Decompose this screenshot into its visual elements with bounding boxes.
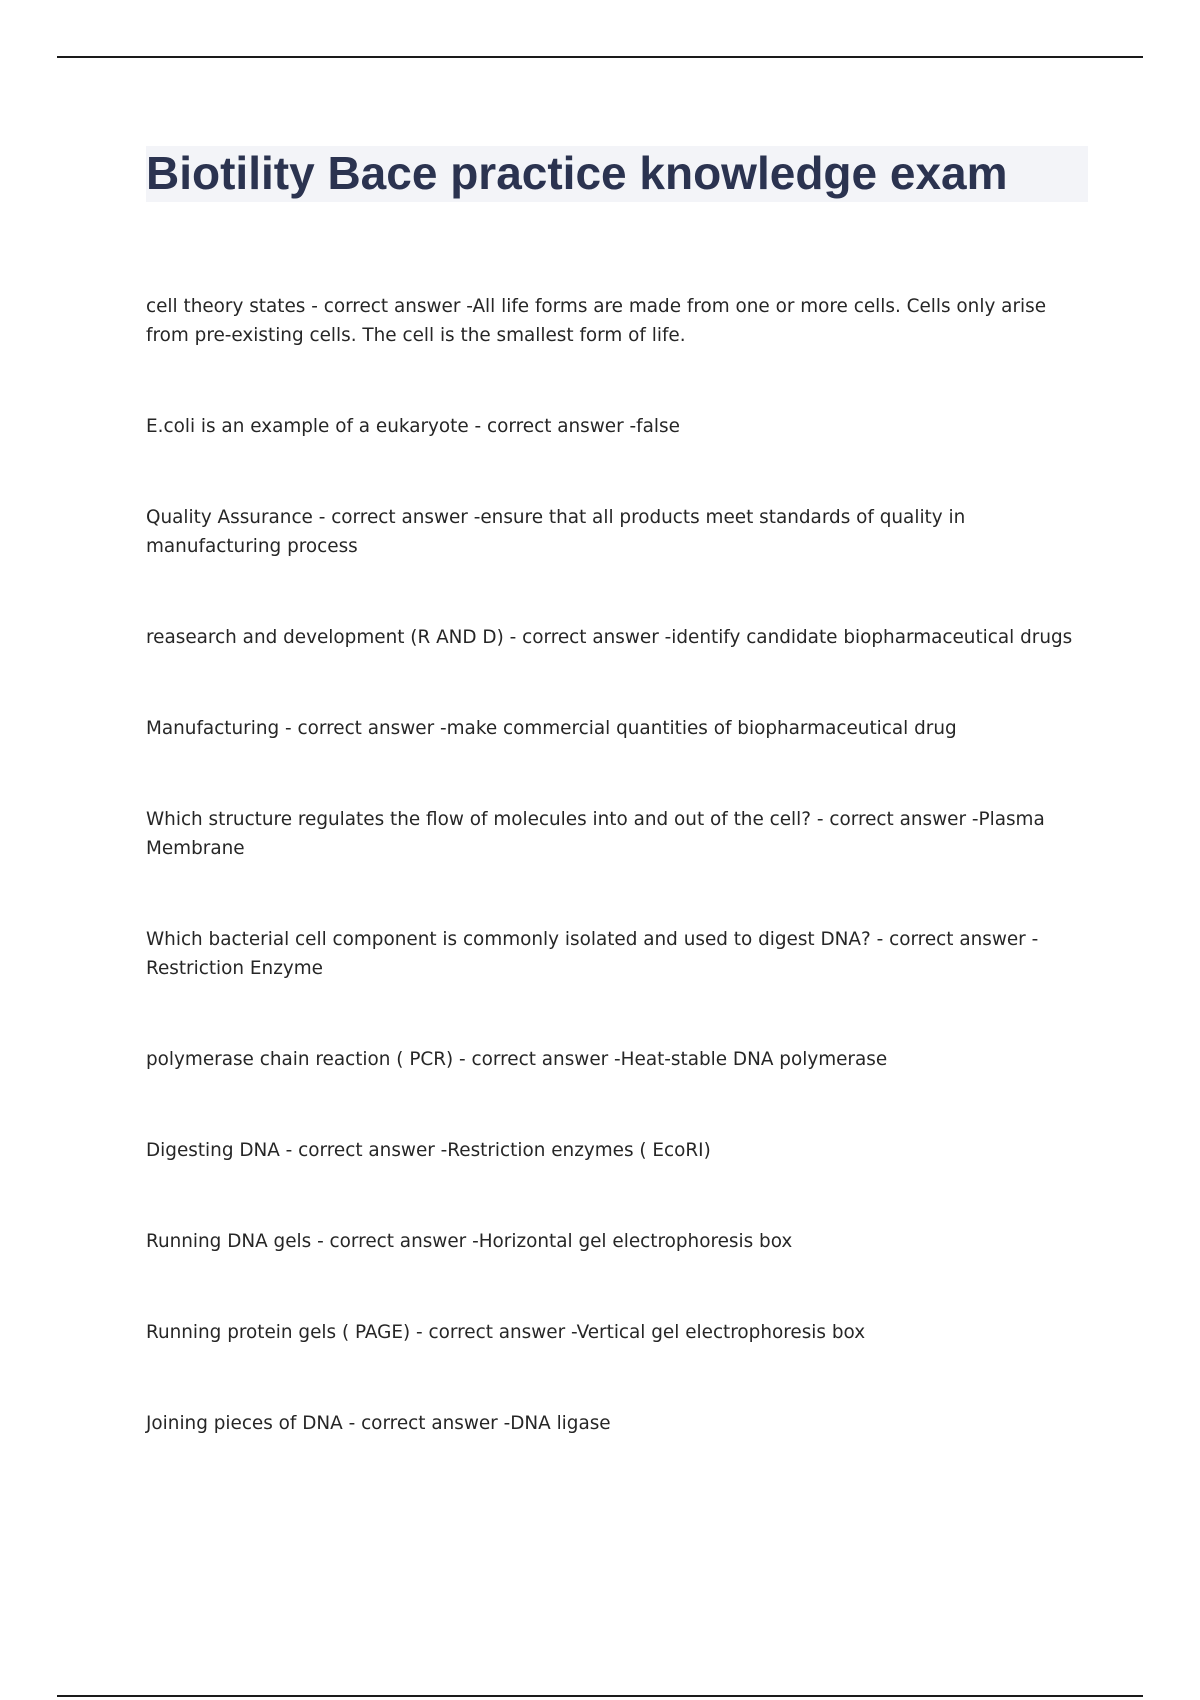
- qa-item-12: Joining pieces of DNA - correct answer -DNA ligase: [146, 1413, 611, 1434]
- footer-rule: [57, 1695, 1143, 1697]
- qa-item-7: Which bacterial cell component is commonly isolated and used to digest DNA? - correct answer -Restriction Enzyme: [146, 929, 1039, 979]
- qa-item-8: polymerase chain reaction ( PCR) - correct answer -Heat-stable DNA polymerase: [146, 1049, 888, 1070]
- page-title: Biotility Bace practice knowledge exam: [146, 147, 1008, 199]
- qa-item-11: Running protein gels ( PAGE) - correct answer -Vertical gel electrophoresis box: [146, 1322, 866, 1343]
- qa-item-9: Digesting DNA - correct answer -Restriction enzymes ( EcoRI): [146, 1140, 711, 1161]
- qa-item-10: Running DNA gels - correct answer -Horizontal gel electrophoresis box: [146, 1231, 793, 1252]
- header-rule: [57, 56, 1143, 58]
- qa-item-6: Which structure regulates the flow of molecules into and out of the cell? - correct answer -Plasma Membrane: [146, 809, 1045, 859]
- qa-item-5: Manufacturing - correct answer -make commercial quantities of biopharmaceutical drug: [146, 718, 957, 739]
- qa-item-1: cell theory states - correct answer -All life forms are made from one or more cells. Cells only arise from pre-existing cells. The cell is the smallest form of life.: [146, 296, 1047, 346]
- qa-item-4: reasearch and development (R AND D) - correct answer -identify candidate biopharmaceutical drugs: [146, 627, 1073, 648]
- qa-item-3: Quality Assurance - correct answer -ensure that all products meet standards of quality in manufacturing process: [146, 507, 966, 557]
- question-answer-list: [146, 292, 1086, 1500]
- qa-item-2: E.coli is an example of a eukaryote - correct answer -false: [146, 416, 680, 437]
